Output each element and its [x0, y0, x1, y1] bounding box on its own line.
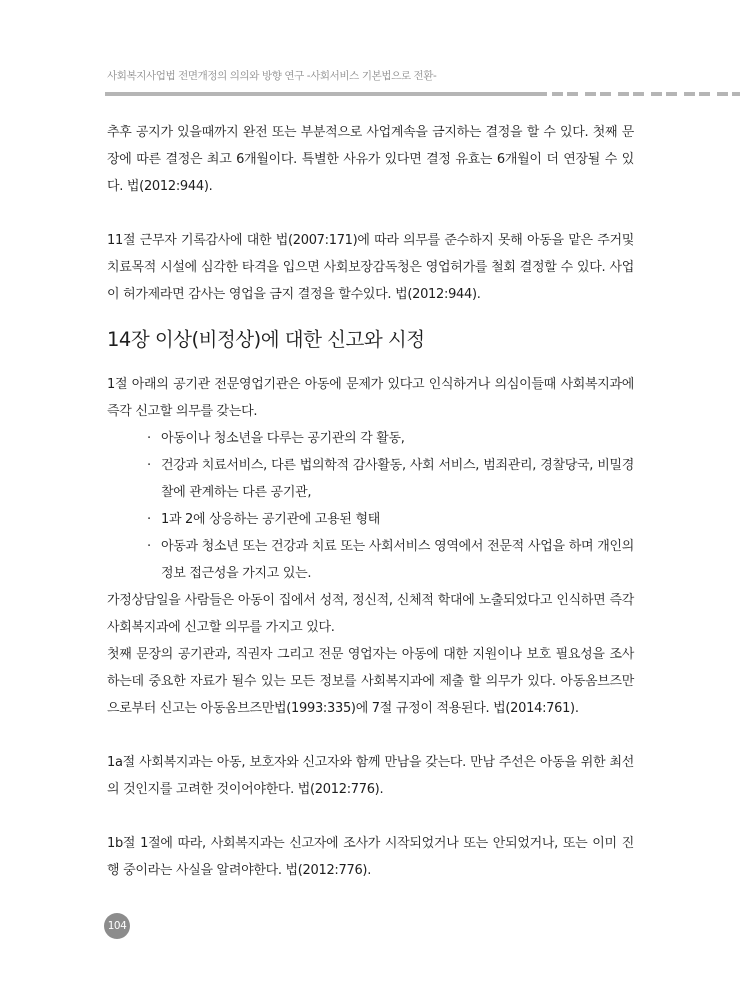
- bullet-mark: ·: [147, 458, 151, 473]
- paragraph-4: 가정상담일을 사람들은 아동이 집에서 성적, 정신적, 신체적 학대에 노출되었다고 인식하면 즉각 사회복지과에 신고할 의무를 가지고 있다.: [107, 593, 634, 635]
- paragraph-6: 1a절 사회복지과는 아동, 보호자와 신고자와 함께 만남을 갖는다. 만남 주선은 아동을 위한 최선의 것인지를 고려한 것이어야한다. 법(2012:776).: [107, 755, 634, 797]
- paragraph-1: 추후 공지가 있을때까지 완전 또는 부분적으로 사업계속을 금지하는 결정을 할 수 있다. 첫째 문장에 따른 결정은 최고 6개월이다. 특별한 사유가 있다면 결정 유효는 6개월이 더 연장될 수 있다. 법(2012:944).: [107, 125, 634, 194]
- paragraph-2: 11절 근무자 기록감사에 대한 법(2007:171)에 따라 의무를 준수하지 못해 아동을 맡은 주거및 치료목적 시설에 심각한 타격을 입으면 사회보장감독청은 영업허가를 철회 결정할 수 있다. 사업이 허가제라면 감사는 영업을 금지 결정을 할수있다. 법(2012:944).: [107, 233, 634, 302]
- bullet-item-4: [147, 533, 634, 587]
- running-header-title: 사회복지사업법 전면개정의 의의와 방향 연구 -사회서비스 기본법으로 전환-: [107, 70, 437, 82]
- paragraph-7: 1b절 1절에 따라, 사회복지과는 신고자에 조사가 시작되었거나 또는 안되었거나, 또는 이미 진행 중이라는 사실을 알려야한다. 법(2012:776).: [107, 836, 634, 878]
- paragraph-gap: [107, 803, 634, 830]
- paragraph-gap: [107, 722, 634, 749]
- page-body: [107, 119, 634, 884]
- bullet-mark: ·: [147, 512, 151, 527]
- section-title: 14장 이상(비정상)에 대한 신고와 시정: [107, 328, 425, 351]
- bullet-item-2: [147, 452, 634, 506]
- bullet-mark: ·: [147, 431, 151, 446]
- bullet-item-3: [147, 506, 634, 533]
- header-rule: [105, 92, 547, 96]
- page-number-badge: 104: [104, 913, 130, 939]
- bullet-mark: ·: [147, 539, 151, 554]
- header-dashed-rule: [552, 92, 740, 96]
- bullet-item-1: [147, 425, 634, 452]
- bullet-text: 아동과 청소년 또는 건강과 치료 또는 사회서비스 영역에서 전문적 사업을 하며 개인의 정보 접근성을 가지고 있는.: [161, 539, 634, 581]
- bullet-text: 1과 2에 상응하는 공기관에 고용된 형태: [161, 512, 380, 527]
- bullet-list: [107, 425, 634, 587]
- paragraph-gap: [107, 200, 634, 227]
- paragraph-3: 1절 아래의 공기관 전문영업기관은 아동에 문제가 있다고 인식하거나 의심이들때 사회복지과에 즉각 신고할 의무를 갖는다.: [107, 377, 634, 419]
- bullet-text: 건강과 치료서비스, 다른 법의학적 감사활동, 사회 서비스, 범죄관리, 경찰당국, 비밀경찰에 관계하는 다른 공기관,: [161, 458, 634, 500]
- bullet-text: 아동이나 청소년을 다루는 공기관의 각 활동,: [161, 431, 405, 446]
- paragraph-5: 첫째 문장의 공기관과, 직권자 그리고 전문 영업자는 아동에 대한 지원이나 보호 필요성을 조사하는데 중요한 자료가 될수 있는 모든 정보를 사회복지과에 제출 할 의무가 있다. 아동옴브즈만으로부터 신고는 아동옴브즈만법(1993:335)에 7절 규정이 적용된다. 법(2014:761).: [107, 647, 634, 716]
